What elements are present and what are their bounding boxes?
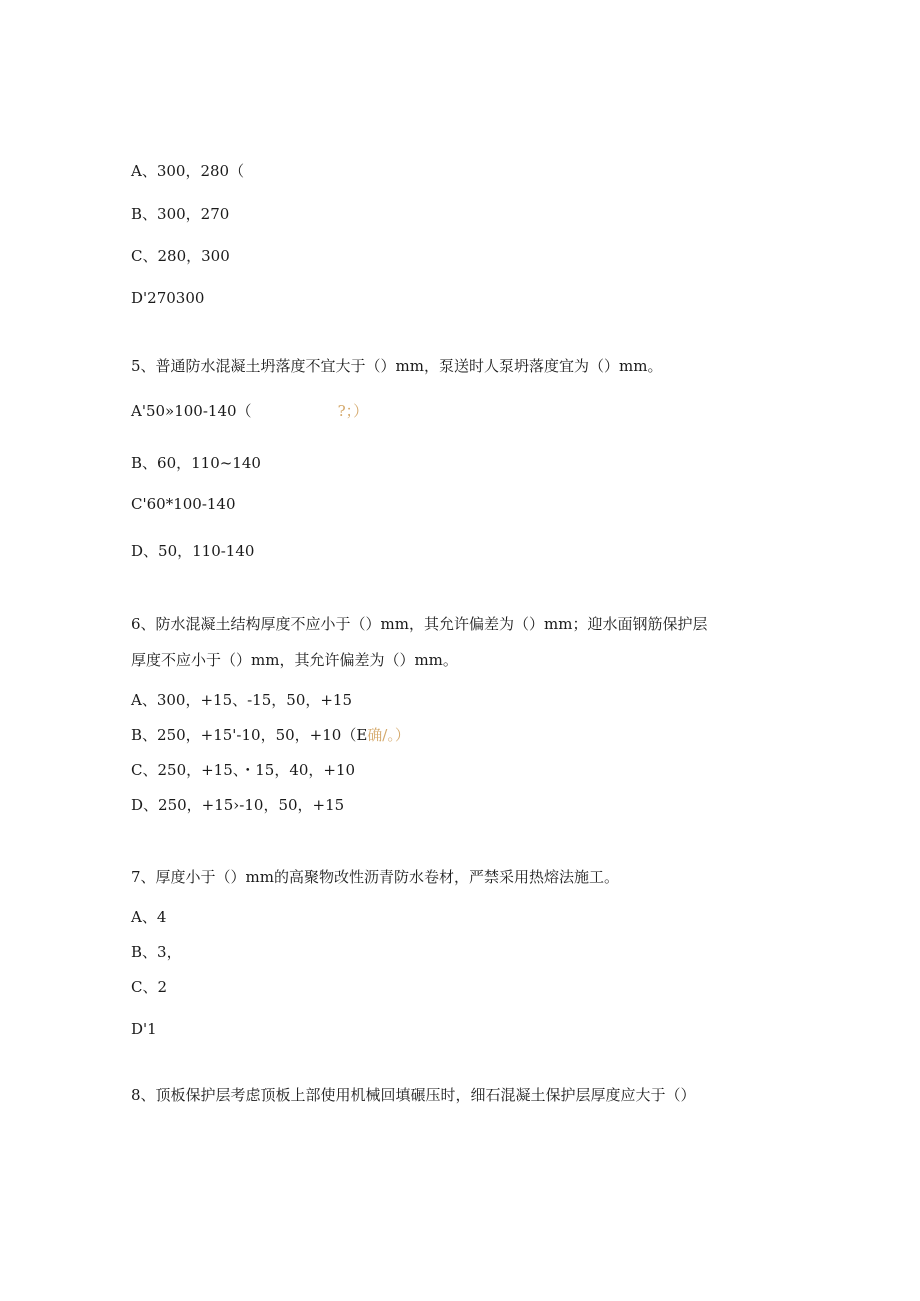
q7-question: 7、厚度小于（）mm的高聚物改性沥青防水卷材，严禁采用热熔法施工。 (131, 868, 619, 886)
q6-question-line2: 厚度不应小于（）mm，其允许偏差为（）mm。 (131, 651, 458, 669)
q5-option-a-mark: ?；） (337, 402, 369, 420)
q6-question-line1: 6、防水混凝土结构厚度不应小于（）mm，其允许偏差为（）mm；迎水面钢筋保护层 (131, 615, 708, 633)
q4-option-a: A、300，280（ (131, 162, 245, 180)
q7-option-c: C、2 (131, 978, 168, 996)
q7-option-a: A、4 (131, 908, 167, 926)
q5-option-a-text: A'50»100-140（ (131, 402, 252, 420)
q5-option-b: B、60，110~140 (131, 454, 261, 472)
q6-option-b-mark: 确/。） (367, 726, 410, 744)
q8-question: 8、顶板保护层考虑顶板上部使用机械回填碾压时，细石混凝土保护层厚度应大于（） (131, 1086, 696, 1104)
q5-question: 5、普通防水混凝土坍落度不宜大于（）mm，泵送时人泵坍落度宜为（）mm。 (131, 357, 663, 375)
q4-option-b: B、300，270 (131, 205, 230, 223)
q5-option-c: C'60*100-140 (131, 495, 236, 513)
q5-option-d: D、50，110-140 (131, 542, 255, 560)
q4-option-c: C、280，300 (131, 247, 230, 265)
q5-option-a (131, 401, 368, 421)
q6-option-b-text: B、250，+15'-10，50，+10（E (131, 726, 368, 744)
q7-option-b: B、3， (131, 943, 182, 961)
q7-option-d: D'1 (131, 1020, 157, 1038)
q6-option-b (131, 725, 410, 745)
q6-option-a: A、300，+15、-15，50，+15 (131, 691, 353, 709)
q6-option-d: D、250，+15›-10，50，+15 (131, 796, 345, 814)
q4-option-d: D'270300 (131, 289, 205, 307)
q6-option-c: C、250，+15、・15，40，+10 (131, 761, 356, 779)
